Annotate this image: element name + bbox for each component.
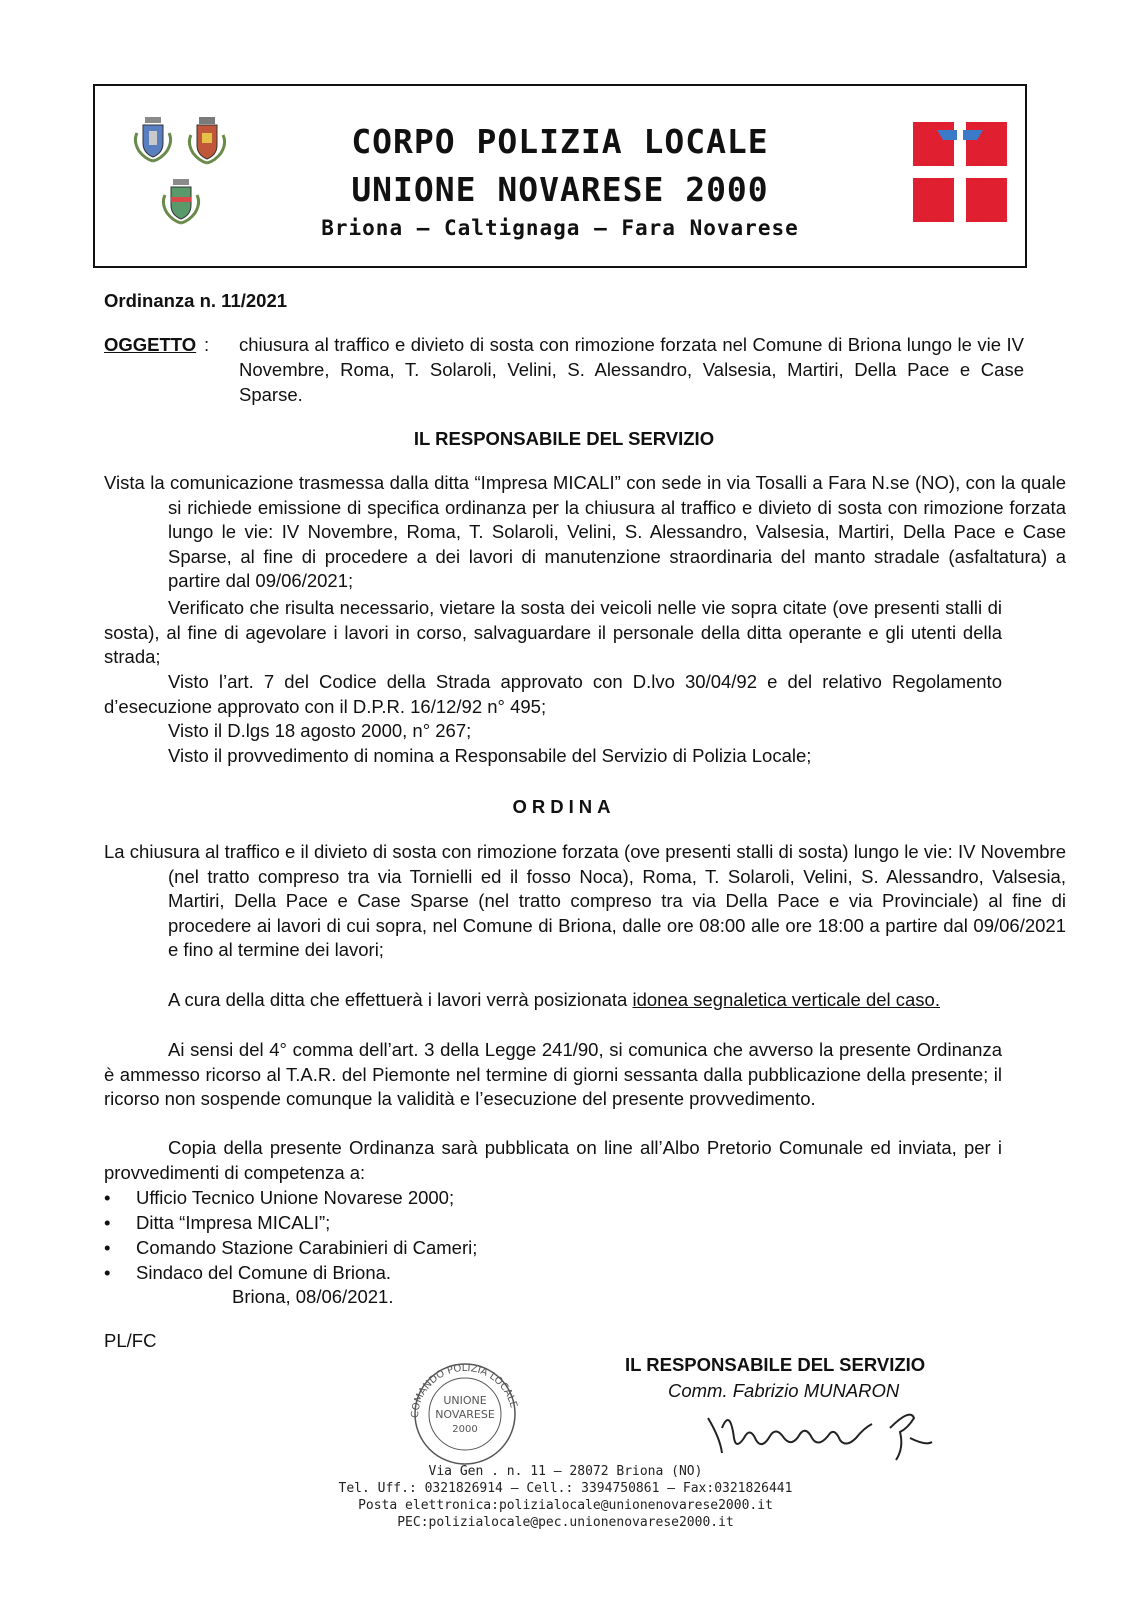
premise-dlgs-267: Visto il D.lgs 18 agosto 2000, n° 267; bbox=[168, 720, 472, 741]
list-item: • Ditta “Impresa MICALI”; bbox=[104, 1210, 804, 1235]
signatory-title: IL RESPONSABILE DEL SERVIZIO bbox=[625, 1354, 926, 1375]
subject-label: OGGETTO bbox=[104, 334, 197, 355]
list-item: • Ufficio Tecnico Unione Novarese 2000; bbox=[104, 1185, 804, 1210]
ordinance-number: Ordinanza n. 11/2021 bbox=[104, 290, 288, 311]
municipal-crests bbox=[133, 111, 243, 241]
premise-verification: Verificato che risulta necessario, vietare la sosta dei veicoli nelle vie sopra citate (ove presenti stalli di sosta), al fine di agevolare i lavori in corso, salvaguardare il personale della ditta operante e gli utenti della strada; bbox=[104, 597, 1002, 668]
corps-name-line1: CORPO POLIZIA LOCALE bbox=[351, 122, 769, 161]
order-publication-paragraph: Copia della presente Ordinanza sarà pubblicata on line all’Albo Pretorio Comunale ed inviata, per i provvedimenti di competenza a: bbox=[104, 1137, 1002, 1183]
stamp-line2: NOVARESE bbox=[435, 1408, 495, 1421]
letterhead bbox=[93, 84, 1027, 268]
fara-novarese-crest-icon bbox=[161, 173, 201, 225]
corps-name-line2: UNIONE NOVARESE 2000 bbox=[351, 170, 769, 209]
list-item: • Comando Stazione Carabinieri di Cameri; bbox=[104, 1235, 804, 1260]
footer-phones: Tel. Uff.: 0321826914 – Cell.: 3394750861 – Fax:0321826441 bbox=[338, 1481, 793, 1496]
subject-text: chiusura al traffico e divieto di sosta con rimozione forzata nel Comune di Briona lungo le vie IV Novembre, Roma, T. Solaroli, Velini, S. Alessandro, Valsesia, Martiri, Della Pace e Case Sparse. bbox=[239, 334, 1024, 405]
subject-colon: : bbox=[204, 334, 210, 355]
signatory-name: Comm. Fabrizio MUNARON bbox=[668, 1380, 900, 1401]
footer-email: Posta elettronica:polizialocale@unionenovarese2000.it bbox=[358, 1498, 773, 1513]
piemonte-region-flag-icon bbox=[913, 122, 1007, 222]
author-initials: PL/FC bbox=[104, 1330, 157, 1351]
order-closure-paragraph: La chiusura al traffico e il divieto di sosta con rimozione forzata (ove presenti stalli di sosta) lungo le vie: IV Novembre (nel tratto compreso tra via Tornielli ed il fosso Noca), Roma, T. Solaroli, Velini, S. Alessandro, Valsesia, Martiri, Della Pace e Case Sparse (nel tratto compreso tra via Della Pace e via Provinciale) al fine di procedere ai lavori di cui sopra, nel Comune di Briona, dalle ore 08:00 alle ore 18:00 a partire dal 09/06/2021 e fino al termine dei lavori; bbox=[104, 841, 1066, 961]
premise-highway-code: Visto l’art. 7 del Codice della Strada approvato con D.lvo 30/04/92 e del relativo Regolamento d’esecuzione approvato con il D.P.R. 16/12/92 n° 495; bbox=[104, 671, 1002, 717]
premise-communication: Vista la comunicazione trasmessa dalla ditta “Impresa MICALI” con sede in via Tosalli a Fara N.se (NO), con la quale si richiede emissione di specifica ordinanza per la chiusura al traffico e divieto di sosta con rimozione forzata lungo le vie: IV Novembre, Roma, T. Solaroli, Velini, S. Alessandro, Valsesia, Martiri, Della Pace e Case Sparse, al fine di procedere a dei lavori di manutenzione straordinaria del manto stradale (asfaltatura) a partire dal 09/06/2021; bbox=[104, 472, 1066, 592]
stamp-outer-text: COMANDO POLIZIA LOCALE bbox=[409, 1362, 519, 1419]
member-municipalities: Briona – Caltignaga – Fara Novarese bbox=[321, 216, 799, 240]
briona-crest-icon bbox=[133, 111, 173, 163]
order-signage-underlined: idonea segnaletica verticale del caso. bbox=[632, 989, 940, 1010]
stamp-line1: UNIONE bbox=[443, 1394, 487, 1407]
footer-address: Via Gen . n. 11 – 28072 Briona (NO) bbox=[428, 1464, 703, 1479]
official-stamp bbox=[400, 1356, 530, 1466]
order-signage-paragraph bbox=[104, 988, 1002, 1013]
recipients-list bbox=[104, 1185, 804, 1285]
handwritten-signature bbox=[700, 1398, 950, 1468]
corps-name bbox=[275, 118, 845, 214]
list-item: • Sindaco del Comune di Briona. bbox=[104, 1260, 804, 1285]
order-appeal-paragraph: Ai sensi del 4° comma dell’art. 3 della Legge 241/90, si comunica che avverso la presente Ordinanza è ammesso ricorso al T.A.R. del Piemonte nel termine di giorni sessanta dalla pubblicazione della presente; il ricorso non sospende comunque la validità e l’esecuzione del presente provvedimento. bbox=[104, 1039, 1002, 1110]
caltignaga-crest-icon bbox=[187, 113, 227, 165]
footer-pec: PEC:polizialocale@pec.unionenovarese2000.it bbox=[397, 1515, 734, 1530]
premise-appointment: Visto il provvedimento di nomina a Responsabile del Servizio di Polizia Locale; bbox=[168, 745, 812, 766]
responsabile-heading: IL RESPONSABILE DEL SERVIZIO bbox=[413, 428, 715, 449]
order-signage-text: A cura della ditta che effettuerà i lavori verrà posizionata bbox=[168, 989, 633, 1010]
place-and-date: Briona, 08/06/2021. bbox=[232, 1286, 394, 1307]
ordina-heading: ORDINA bbox=[512, 796, 616, 817]
stamp-line3: 2000 bbox=[452, 1424, 478, 1435]
